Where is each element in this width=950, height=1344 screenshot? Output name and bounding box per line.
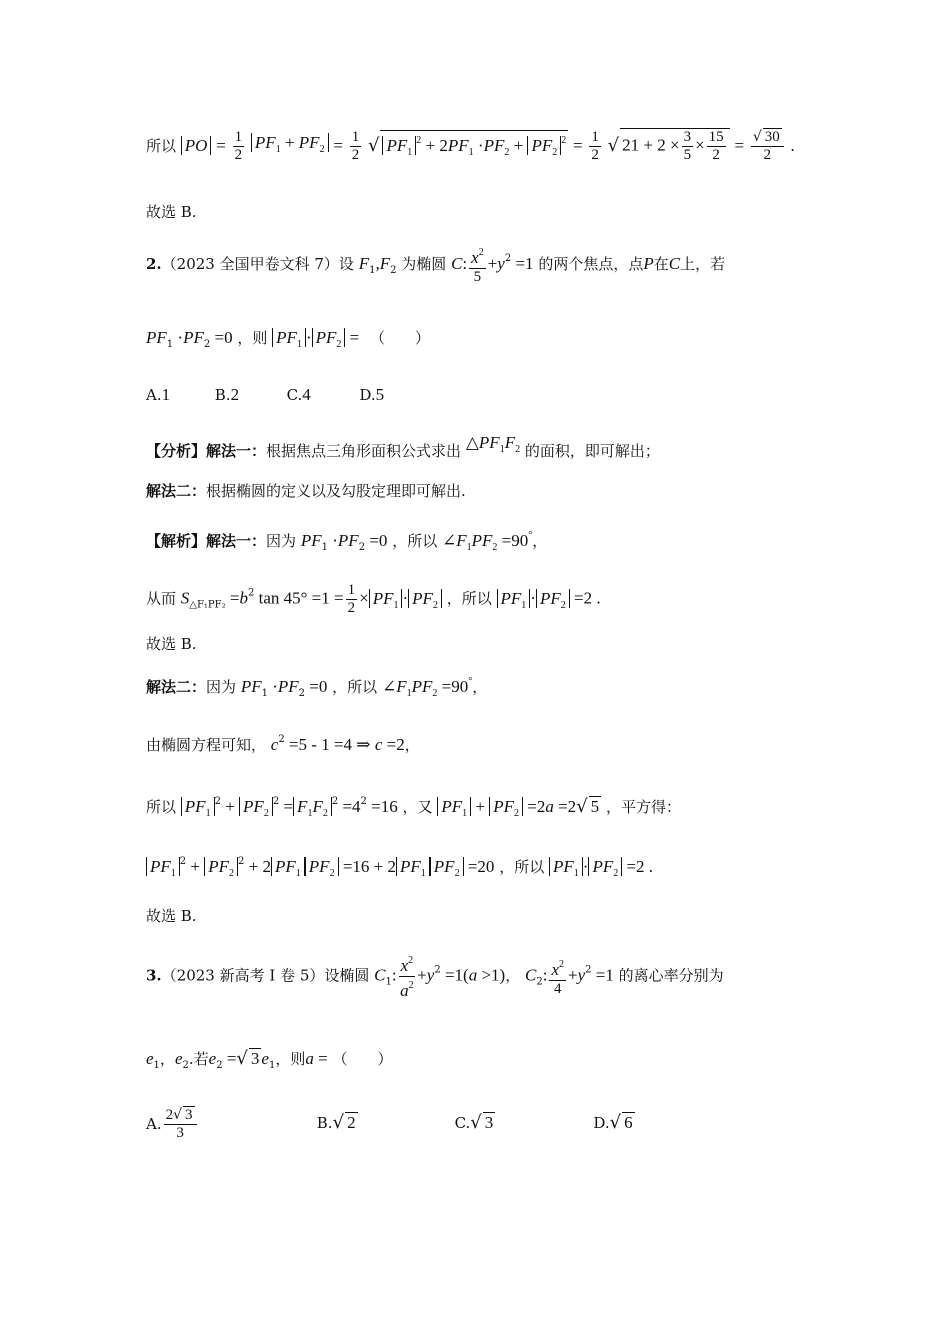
- question-3-condition: $e_1$，$e_2$.若$e_2$ =√ 3 $e_1$，则a = （ ）: [146, 1048, 393, 1071]
- analysis-method-2: 解法二：根据椭圆的定义以及勾股定理即可解出.: [146, 482, 466, 500]
- question-2-condition: $PF_1 \cdot PF_2 =0$ ，则 $PF_1 \cdot PF_2$ = （ ）: [146, 328, 431, 350]
- square-result-line: $PF_1^2 + PF_2^2 + 2$ $PF_1$ $PF_2 =16 + 2$ $PF_1$ $PF_2 =20$ ，所以 $PF_1 \cdot PF_2 =2$ .: [146, 852, 653, 884]
- solution-method-2: 解法二：因为 $PF_1 \cdot PF_2 =0$ ，所以 $\angle F_1PF_2 =90^\circ$，: [146, 676, 488, 699]
- question-2-options: A.1 B.2 C.4 D.5: [146, 385, 385, 404]
- question-3-options: A. $\frac{2√ 3}{3}$ B.√ 2 C.√ 3 D.√ 6: [146, 1107, 633, 1141]
- solution-area-line: 从而 $S_{\triangle F_1PF_2} =b^2$ tan 45° =1 = $\frac{1}{2}$ × $PF_1 \cdot PF_2$ ，所以 $PF_1 \cdot PF_2 =2$ .: [146, 582, 601, 616]
- analysis-method-1: 【分析】解法一：根据焦点三角形面积公式求出 $\triangle PF_1F_2$ 的面积，即可解出；: [146, 433, 660, 460]
- solution-method-1: 【解析】解法一：因为 $PF_1 \cdot PF_2 =0$ ，所以 $\angle F_1PF_2 =90^\circ$，: [146, 530, 548, 553]
- choose-b-1: 故选 B.: [146, 203, 197, 221]
- question-2-stem: 2.（2023 全国甲卷文科 7）设 $F_1,F_2$ 为椭圆 C: $\frac{x^2}{5}$ $+y^2 =1$ 的两个焦点，点P在C上，若: [146, 244, 725, 286]
- choose-b-3: 故选 B.: [146, 907, 197, 925]
- ellipse-c-line: 由椭圆方程可知， $c^2 =5 - 1 =4$ ⇒ c =2，: [146, 734, 420, 754]
- po-formula-line: 所以 PO = $\frac{1}{2}$ $PF_1 + PF_2$ = $\frac{1}{2}$ √ $PF_1^2 + 2PF_1 \cdot PF_2 + PF_2^2$ = $\frac{1}{2}$ √ 21 + 2 × $\frac{3}{5}$ × $\frac{15}{2}$ = $\frac{√ 30}{2}$ .: [146, 128, 795, 163]
- question-3-stem: 3.（2023 新高考 I 卷 5）设椭圆 $C_1$: $\frac{x^2}{a^2}$ $+y^2 =1(a >1)$， $C_2$: $\frac{x^2}{4}$ $+y^2 =1$ 的离心率分别为: [146, 952, 724, 1001]
- pythagoras-line: 所以 $PF_1^2 + PF_2^2 = F_1F_2^2 =4^2 =16$ ，又 $PF_1 + PF_2 =2a =2√$ 5 ，平方得：: [146, 796, 681, 819]
- text-prefix: 所以: [146, 137, 177, 155]
- choose-b-2: 故选 B.: [146, 635, 197, 653]
